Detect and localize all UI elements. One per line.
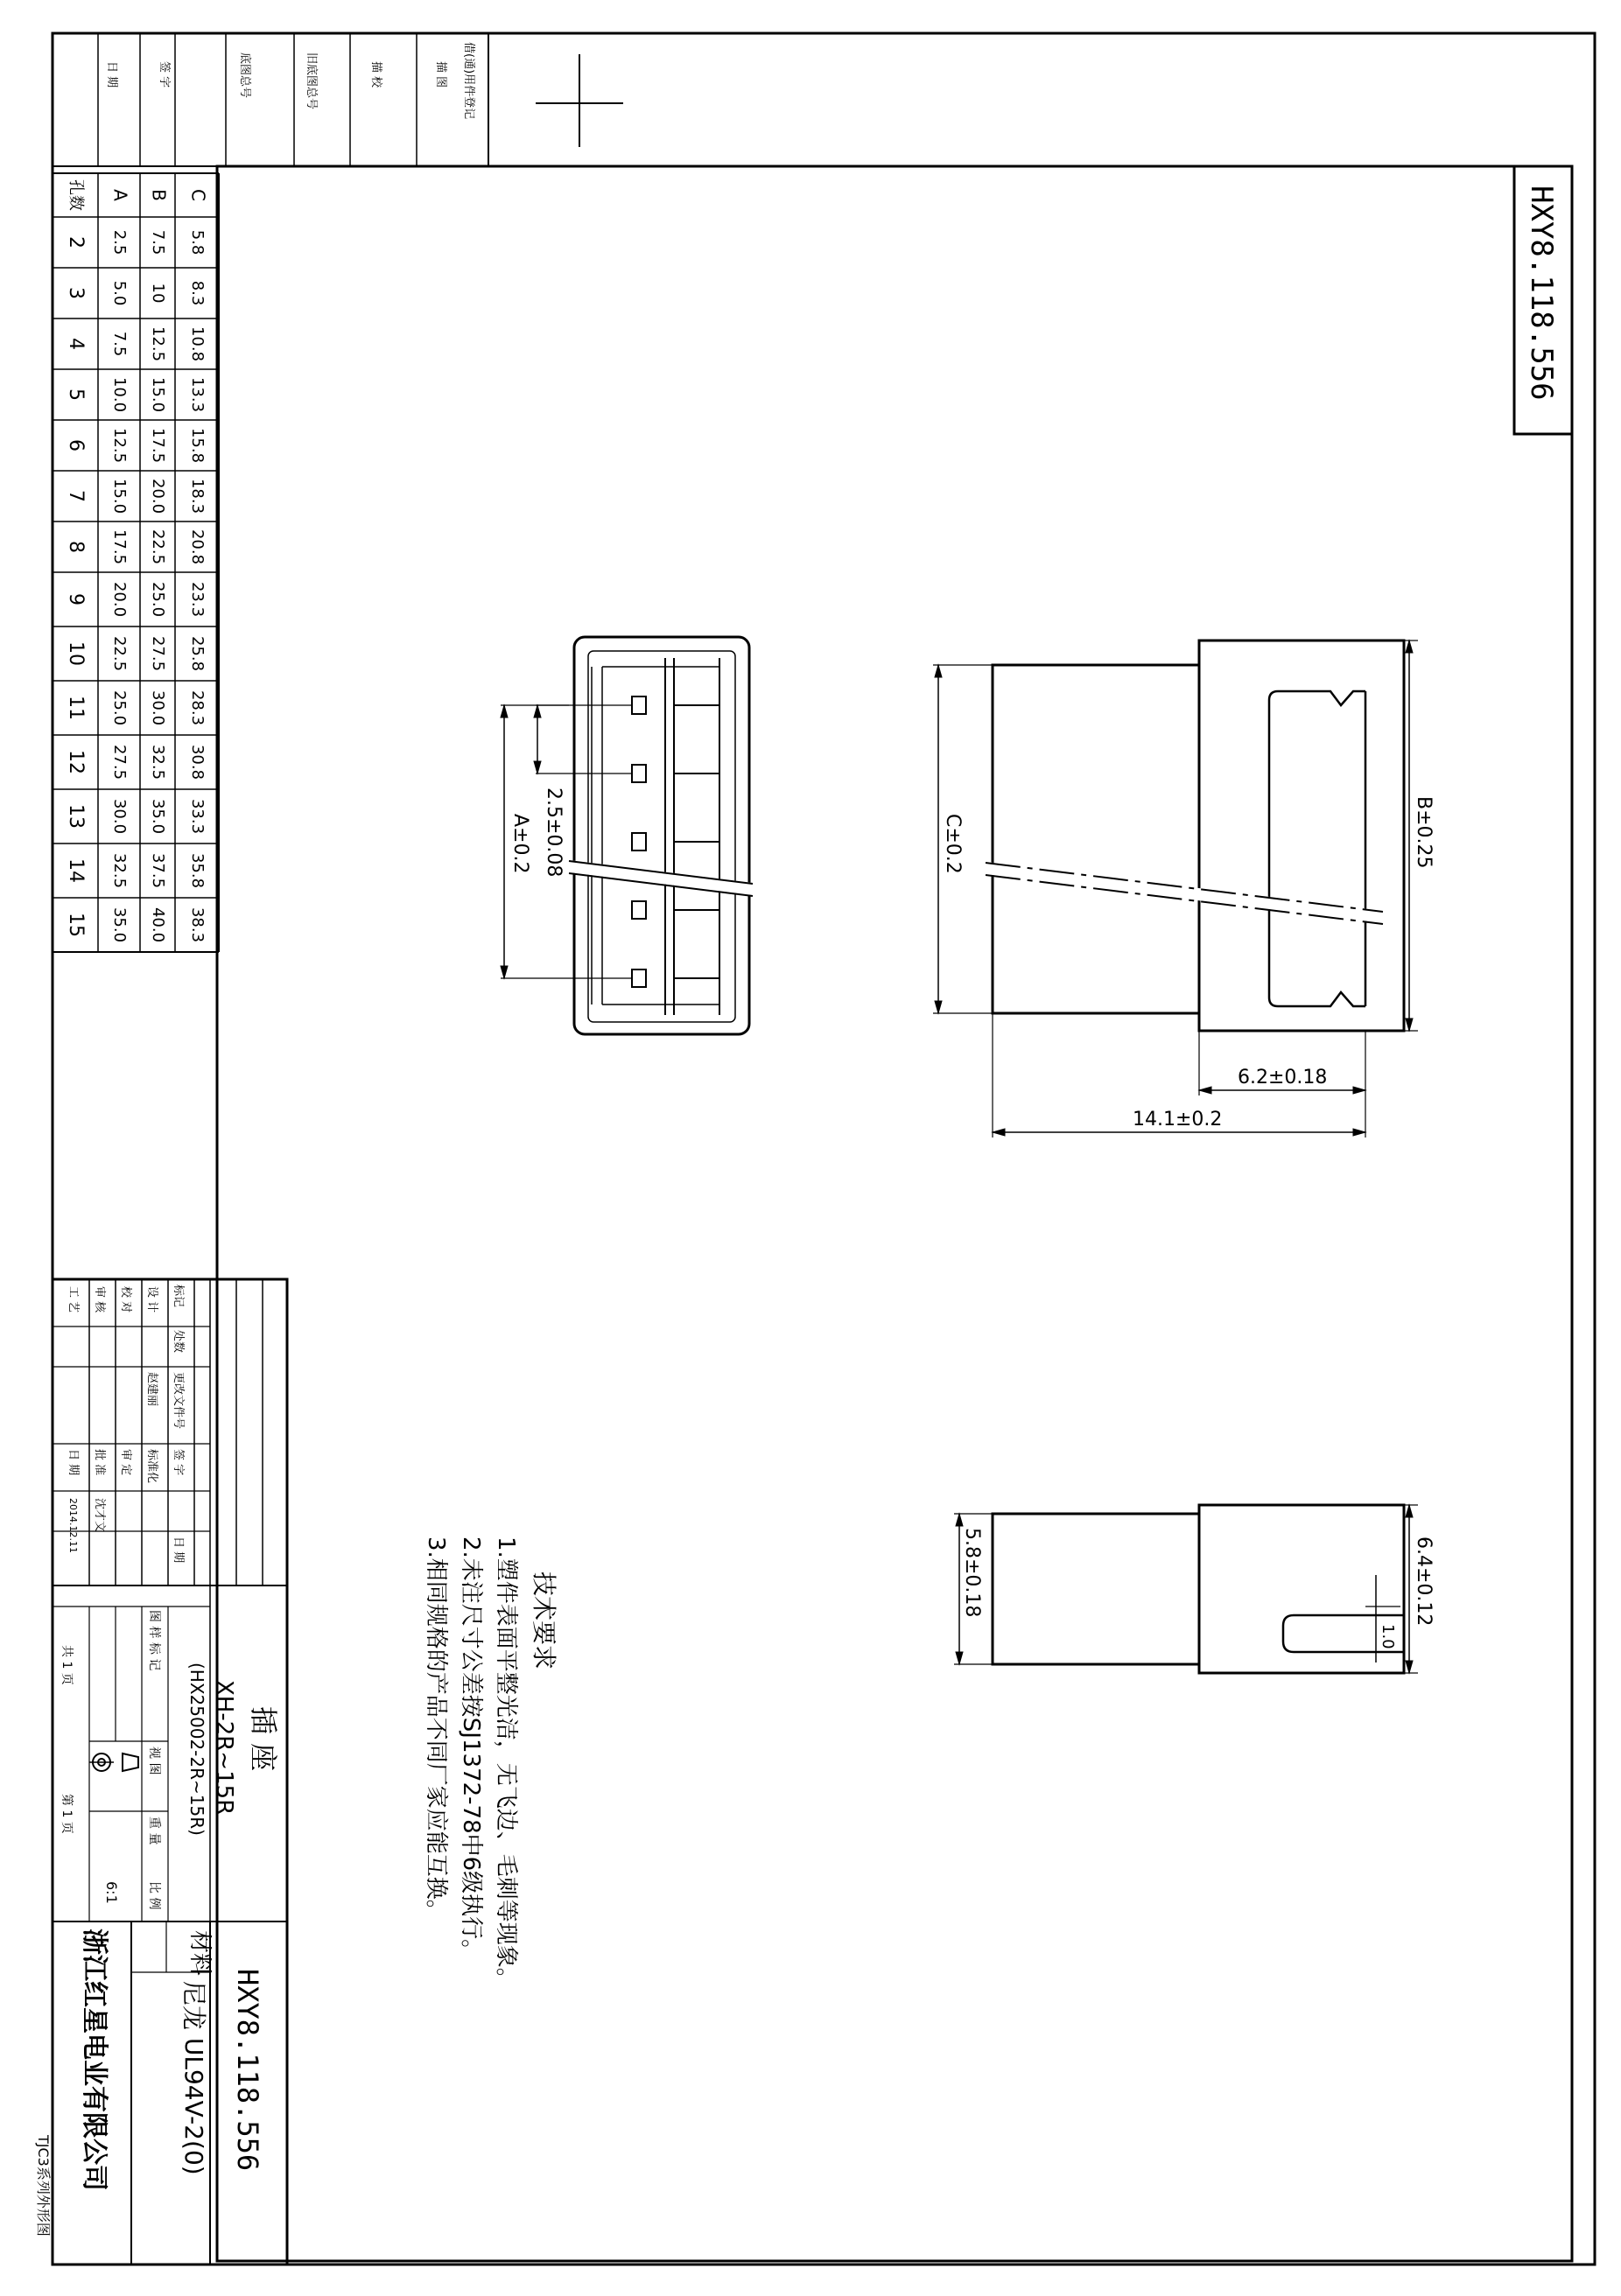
- registration-cross: [536, 54, 623, 147]
- value-a-cell: 5.0: [110, 280, 129, 306]
- hole-count-cell: 5: [65, 388, 87, 401]
- review2-label: 审 定: [119, 1449, 132, 1476]
- value-a-cell: 17.5: [110, 528, 129, 565]
- hole-count-cell: 4: [65, 338, 87, 350]
- view-label: 视 图: [147, 1746, 161, 1775]
- value-b-cell: 17.5: [149, 427, 167, 464]
- hole-count-cell: 15: [65, 913, 87, 937]
- value-a-cell: 10.0: [110, 376, 129, 413]
- value-c-cell: 5.8: [188, 229, 207, 256]
- value-c-cell: 13.3: [188, 376, 207, 413]
- tech-req-item-3: 3.相同规格的产品不同厂家应能互换。: [423, 1536, 449, 1922]
- rev-header-mark: 标记: [172, 1284, 185, 1308]
- hole-count-header: 孔数: [67, 179, 85, 211]
- value-c-cell: 18.3: [188, 478, 207, 514]
- value-c-cell: 8.3: [188, 280, 207, 306]
- value-b-cell: 20.0: [149, 478, 167, 514]
- value-a-cell: 15.0: [110, 478, 129, 514]
- tech-req-item-2: 2.未注尺寸公差按SJ1372-78中6级执行。: [458, 1536, 484, 1963]
- top-view: [954, 1505, 1418, 1673]
- hole-count-cell: 6: [65, 439, 87, 452]
- value-a-cell: 27.5: [110, 744, 129, 780]
- scale-value: 6:1: [103, 1881, 120, 1904]
- value-b-cell: 22.5: [149, 528, 167, 565]
- value-a-cell: 30.0: [110, 798, 129, 835]
- stage-label: 图 样 标 记: [147, 1610, 161, 1671]
- hole-count-cell: 8: [65, 541, 87, 553]
- dim-overall-height: 6.4±0.12: [1413, 1536, 1435, 1627]
- dim-pitch: 2.5±0.08: [543, 788, 565, 878]
- dim-b: B±0.25: [1413, 796, 1435, 869]
- value-c-cell: 28.3: [188, 690, 207, 726]
- tech-requirements: [423, 1536, 558, 1991]
- tl-label-2: 描 图: [434, 61, 447, 88]
- value-a-cell: 12.5: [110, 427, 129, 464]
- value-c-cell: 20.8: [188, 528, 207, 565]
- value-c-cell: 35.8: [188, 852, 207, 889]
- value-a-cell: 7.5: [110, 331, 129, 357]
- designer-label: 设 计: [145, 1286, 158, 1313]
- rev-header-date: 日 期: [172, 1536, 185, 1564]
- hole-count-cell: 7: [65, 490, 87, 502]
- dim-a: A±0.2: [509, 814, 531, 874]
- top-left-block: [53, 33, 488, 166]
- approver-name: 沈才文: [93, 1498, 106, 1533]
- dim-tab: 1.0: [1379, 1624, 1397, 1649]
- value-c-cell: 30.8: [188, 744, 207, 780]
- value-c-cell: 23.3: [188, 581, 207, 618]
- product-name: 插 座: [247, 1706, 280, 1772]
- rev-header-count: 处数: [172, 1330, 185, 1354]
- value-b-cell: 15.0: [149, 376, 167, 413]
- value-c-cell: 25.8: [188, 635, 207, 672]
- hole-table: [53, 173, 219, 952]
- hole-count-cell: 12: [65, 750, 87, 774]
- sheet-number: 第 1 页: [60, 1794, 74, 1834]
- approve-label: 批 准: [93, 1449, 106, 1476]
- value-b-cell: 37.5: [149, 852, 167, 889]
- company-name: 浙江红星电业有限公司: [79, 1928, 109, 2191]
- value-c-cell: 10.8: [188, 326, 207, 362]
- checker-label: 校 对: [119, 1286, 132, 1313]
- value-b-cell: 7.5: [149, 229, 167, 256]
- outer-frame: [53, 33, 1595, 2264]
- tl-label-1: 借(通)用件登记: [462, 42, 475, 120]
- inner-frame: [217, 166, 1572, 2261]
- drawing-number-top: HXY8.118.556: [1524, 186, 1559, 401]
- date-label: 日 期: [67, 1449, 80, 1476]
- rev-header-sign: 签 字: [172, 1449, 185, 1476]
- row-label-b: B: [148, 189, 170, 201]
- date-value: 2014.12.11: [67, 1498, 79, 1553]
- row-label-c: C: [187, 189, 209, 201]
- row-label-a: A: [109, 189, 131, 201]
- sheet-total: 共 1 页: [60, 1645, 74, 1685]
- weight-label: 重 量: [147, 1816, 161, 1845]
- value-c-cell: 38.3: [188, 906, 207, 943]
- hole-count-cell: 2: [65, 236, 87, 248]
- value-a-cell: 22.5: [110, 635, 129, 672]
- drawing-number-title: HXY8.118.556: [231, 1969, 264, 2172]
- tl-label-7: 日 期: [105, 61, 118, 88]
- value-a-cell: 20.0: [110, 581, 129, 618]
- material-label: 材料: [186, 1930, 213, 1977]
- product-model-alt: (HX25002-2R~15R): [186, 1662, 207, 1836]
- standard-label: 标准化: [145, 1449, 158, 1484]
- scale-label: 比 例: [147, 1881, 161, 1910]
- dim-c: C±0.2: [942, 814, 964, 874]
- process-label: 工 艺: [67, 1286, 80, 1313]
- value-b-cell: 12.5: [149, 326, 167, 362]
- value-b-cell: 10: [149, 283, 167, 304]
- product-model: XH-2R~15R: [211, 1680, 237, 1816]
- value-b-cell: 27.5: [149, 635, 167, 672]
- front-view: [501, 637, 753, 1034]
- value-a-cell: 2.5: [110, 229, 129, 256]
- side-view: [933, 640, 1418, 1138]
- hole-count-cell: 10: [65, 641, 87, 666]
- tech-req-item-1: 1.塑件表面平整光洁，无飞边、毛刺等现象。: [493, 1536, 519, 1991]
- designer-name: 赵建丽: [145, 1372, 158, 1407]
- hole-count-cell: 3: [65, 287, 87, 299]
- value-b-cell: 40.0: [149, 906, 167, 943]
- value-b-cell: 30.0: [149, 690, 167, 726]
- drawing-number-box: [1514, 166, 1572, 434]
- value-c-cell: 15.8: [188, 427, 207, 464]
- value-a-cell: 35.0: [110, 906, 129, 943]
- tl-label-3: 描 校: [369, 61, 382, 88]
- value-a-cell: 32.5: [110, 852, 129, 889]
- rev-header-file: 更改文件号: [172, 1372, 185, 1430]
- hole-count-cell: 13: [65, 804, 87, 829]
- dim-total-depth: 14.1±0.2: [1133, 1109, 1223, 1130]
- material-value: 尼龙 UL94V-2(0): [179, 1981, 208, 2175]
- dim-inner-depth: 6.2±0.18: [1238, 1067, 1328, 1088]
- value-b-cell: 32.5: [149, 744, 167, 780]
- footer-code: TJC3系列外形图: [35, 2135, 52, 2236]
- value-c-cell: 33.3: [188, 798, 207, 835]
- reviewer-label: 审 核: [93, 1286, 106, 1313]
- hole-count-cell: 9: [65, 593, 87, 606]
- value-b-cell: 35.0: [149, 798, 167, 835]
- tl-label-5: 底图总号: [238, 52, 251, 99]
- hole-count-cell: 11: [65, 696, 87, 720]
- tl-label-4: 旧底图总号: [305, 52, 318, 110]
- tl-label-6: 签 字: [158, 61, 171, 88]
- value-b-cell: 25.0: [149, 581, 167, 618]
- tech-req-title: 技术要求: [530, 1572, 558, 1670]
- dim-height: 5.8±0.18: [961, 1528, 983, 1618]
- value-a-cell: 25.0: [110, 690, 129, 726]
- hole-count-cell: 14: [65, 858, 87, 883]
